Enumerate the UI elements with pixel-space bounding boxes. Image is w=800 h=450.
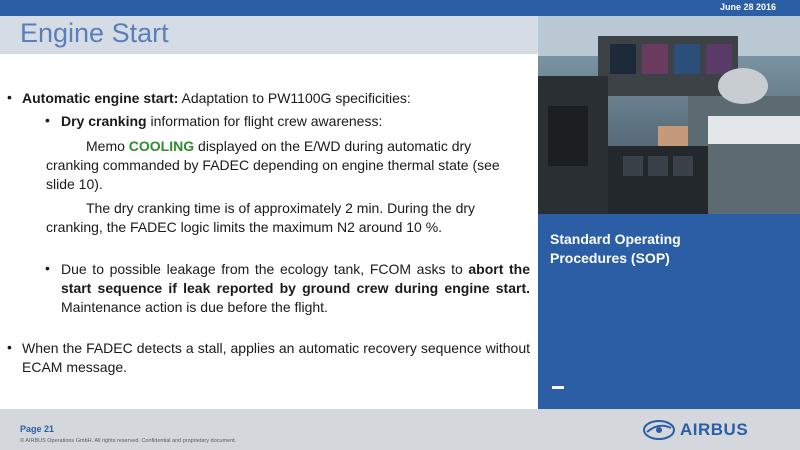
p1-post: displayed on the E/WD during automatic dry cranking commanded by FADEC depending on engine thermal state (see slide 10).: [46, 138, 500, 192]
cockpit-photo: [538, 16, 800, 214]
bullet-1-bold: Automatic engine start:: [22, 90, 179, 106]
paragraph-memo-cooling: [46, 137, 526, 194]
bullet-2-bold: Dry cranking: [61, 113, 147, 129]
bullet-automatic-engine-start: [22, 89, 532, 108]
b3-post: Maintenance action is due before the flight.: [61, 299, 328, 315]
bullet-dot: •: [7, 339, 12, 355]
bullet-fadec-stall: When the FADEC detects a stall, applies an automatic recovery sequence without ECAM message.: [22, 340, 530, 375]
p1-pre: Memo: [86, 138, 129, 154]
content-area: [0, 54, 538, 409]
dash-marker: [552, 386, 564, 389]
paragraph-dry-cranking-time: The dry cranking time is of approximately 2 min. During the dry cranking, the FADEC logic limits the maximum N2 around 10 %.: [46, 200, 476, 235]
airbus-logo: [642, 419, 778, 441]
bullet-dot: •: [7, 89, 12, 105]
bullet-1-rest: Adaptation to PW1100G specificities:: [178, 90, 411, 106]
sop-title: Standard Operating Procedures (SOP): [550, 231, 681, 266]
b3-pre: Due to possible leakage from the ecology tank, FCOM asks to: [61, 261, 469, 277]
bullet-ecology-tank: [61, 260, 530, 317]
footer: [0, 409, 800, 450]
bullet-2-rest: information for flight crew awareness:: [146, 113, 383, 129]
airbus-wordmark: AIRBUS: [680, 420, 749, 439]
bullet-dot: •: [45, 260, 50, 276]
sop-panel: [538, 214, 800, 409]
bullet-dot: •: [45, 112, 50, 128]
cockpit-illustration: [538, 16, 800, 214]
bullet-dry-cranking: [61, 112, 531, 131]
date-label: June 28 2016: [719, 2, 776, 12]
legal-notice: © AIRBUS Operations GmbH. All rights reserved. Confidential and proprietary document.: [20, 438, 237, 444]
cooling-highlight: COOLING: [128, 138, 195, 154]
title-band: [0, 16, 538, 54]
b3-bold: abort the start sequence if leak reported by ground crew during engine start.: [61, 261, 530, 296]
airbus-logo-icon: [642, 419, 676, 441]
page-number: Page 21: [20, 424, 55, 434]
top-bar: [0, 0, 800, 16]
slide-title: Engine Start: [20, 18, 169, 48]
